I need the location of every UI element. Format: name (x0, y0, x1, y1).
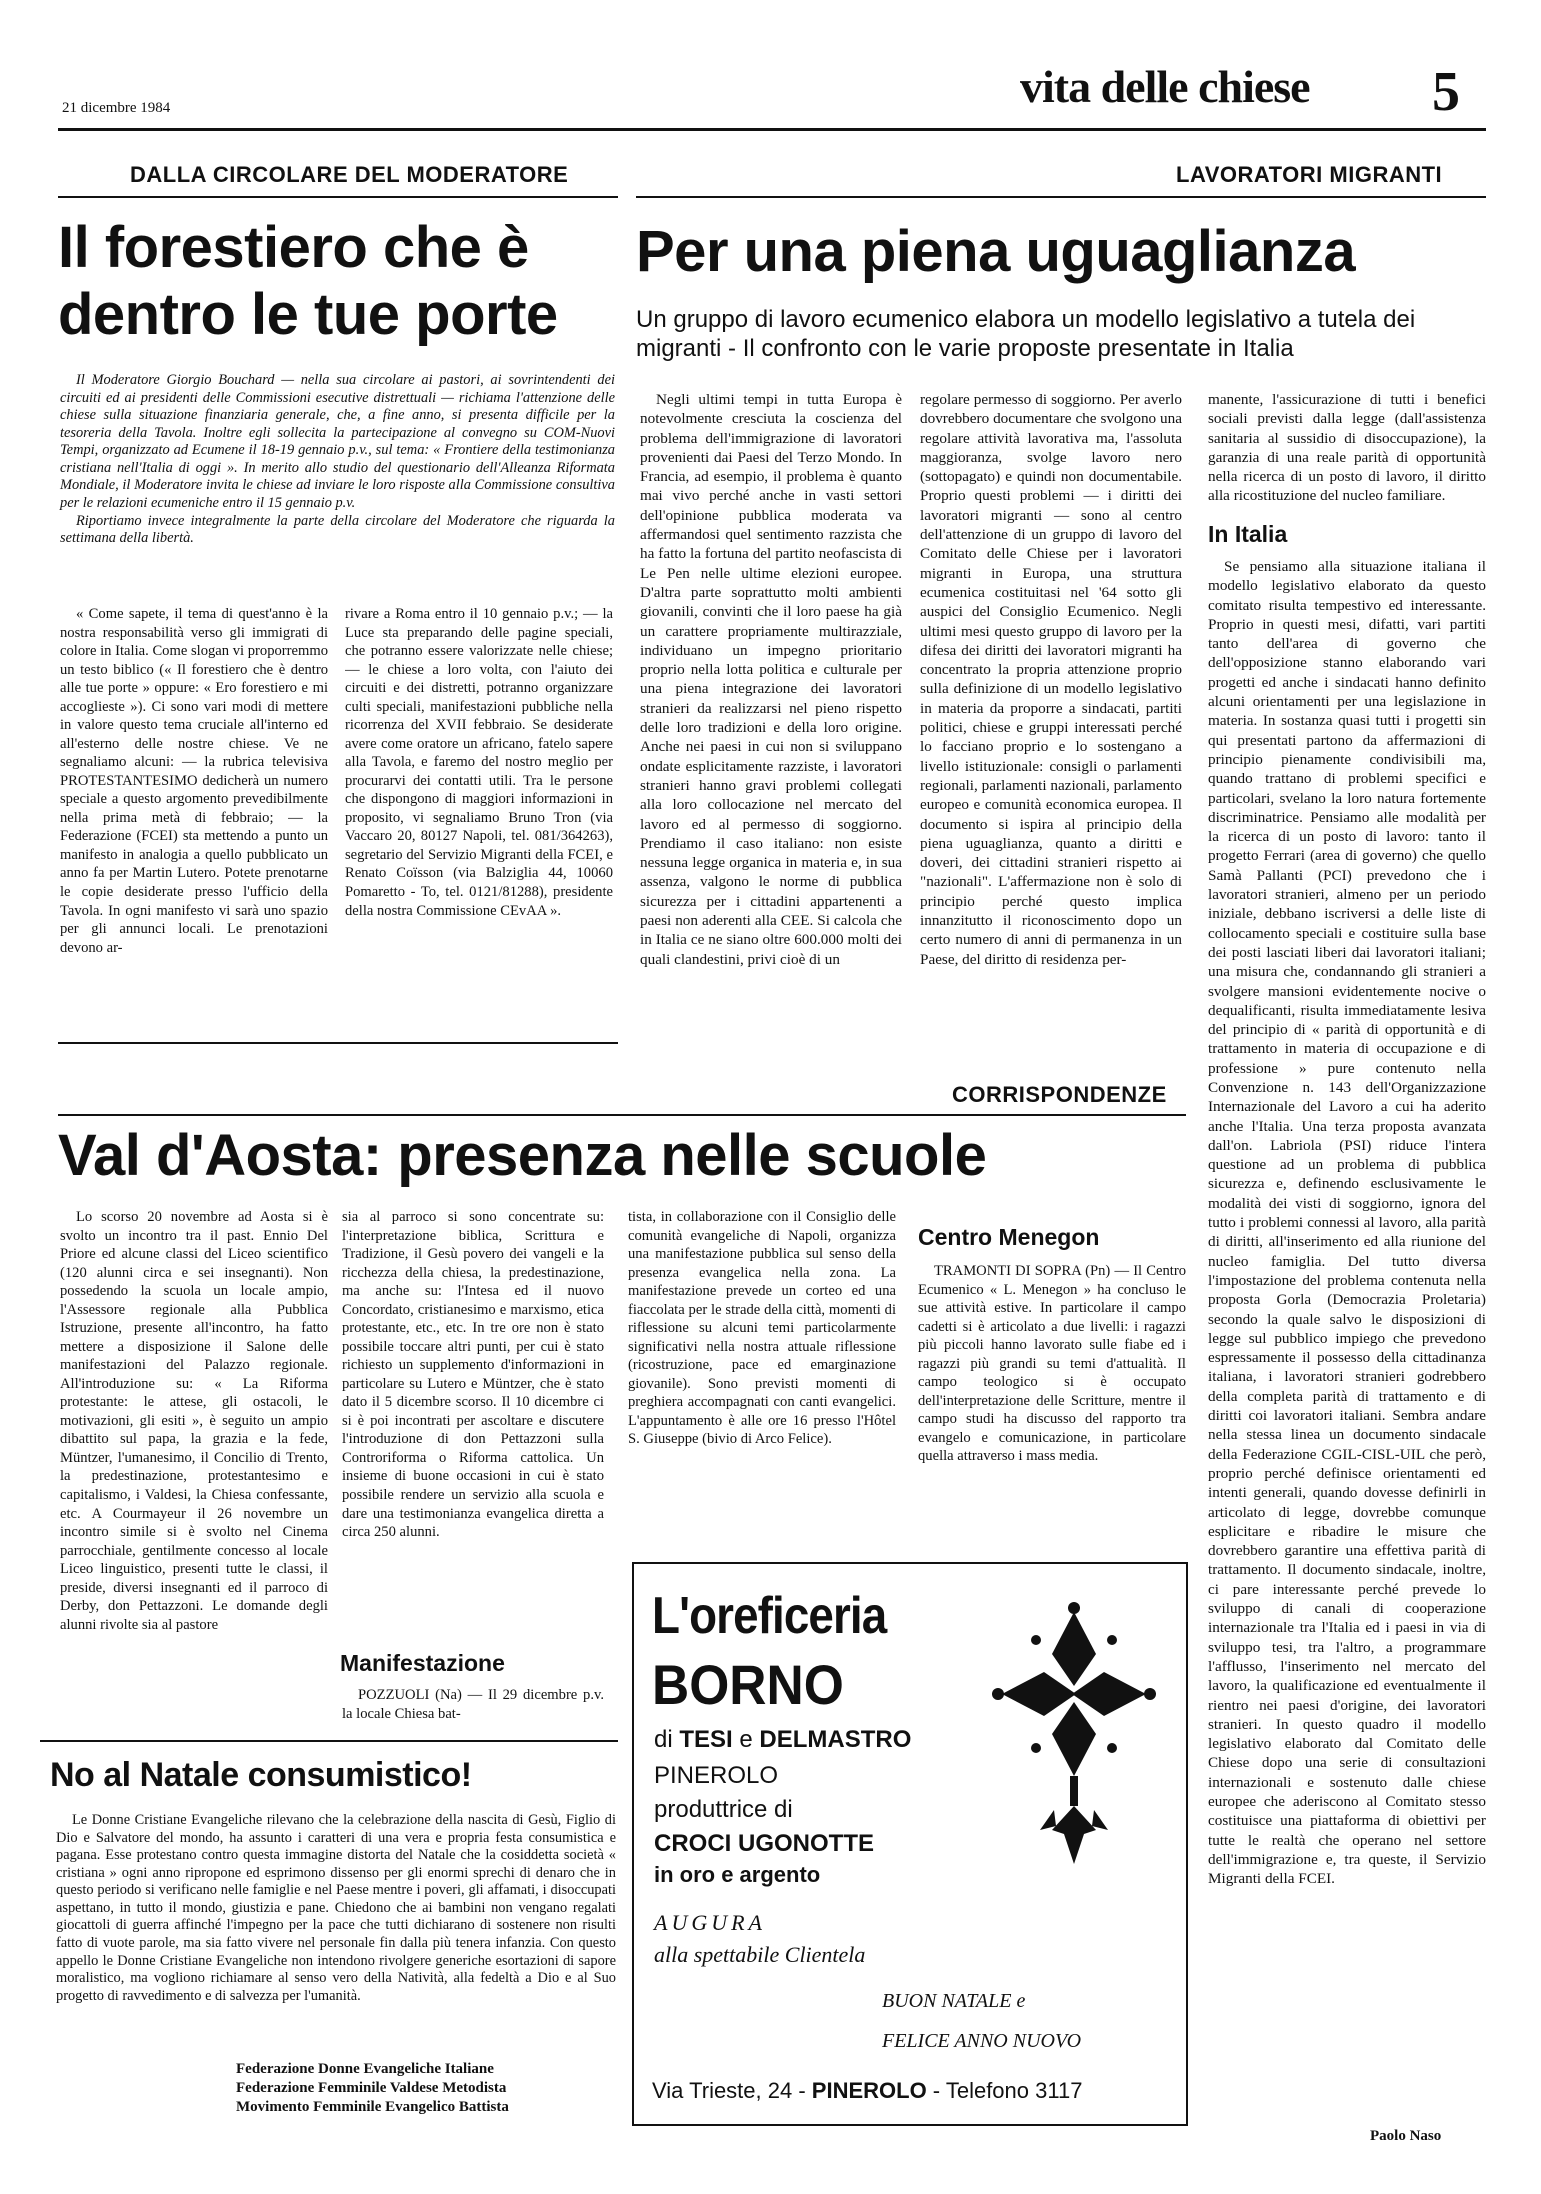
ad-di: di (654, 1726, 680, 1753)
aosta-col1 (60, 1208, 328, 1688)
natale-sig-1: Federazione Donne Evangeliche Italiane (236, 2061, 494, 2077)
issue-date: 21 dicembre 1984 (62, 100, 171, 116)
migranti-col2-text: regolare permesso di soggiorno. Per averlo dovrebbero documentare che svolgono una regolare attività lavorativa ma, l'assoluta maggioranza, svolge lavoro nero (sottopagato) e quindi non documentabile. Proprio questi problemi — i diritti dei lavoratori migranti — sono al centro dell'attenzione di un gruppo di lavoro del Comitato delle Chiese per i lavoratori migranti in Europa, una struttura ecumenica costituitasi nel '64 sotto gli auspici del Consiglio Ecumenico. Negli ultimi mesi questo gruppo di lavoro per la difesa dei diritti dei lavoratori migranti ha concentrato la propria attenzione proprio sulla definizione di un modello legislativo in materia da proporre a sindacati, partiti politici, chiese e gruppi interessati perché lo facciano proprio e lo sostengano a livello istituzionale: consigli o parlamenti regionali, parlamenti nazionali, parlamento europeo e comunità economica europea. Il documento si ispira al principio della piena uguaglianza, quanto a diritti e doveri, dei cittadini stranieri rispetto ai "nazionali". L'affermazione non è solo di principio perché questo implica innanzitutto il riconoscimento dopo un certo numero di anni di permanenza in un Paese, del diritto di residenza per- (920, 391, 1182, 968)
forestiero-col1-text: « Come sapete, il tema di quest'anno è la nostra responsabilità verso gli immigrati di colore in Italia. Come slogan vi proporremmo un testo biblico (« Il forestiero che è dentro alle tue porte » oppure: « Ero forestiero e mi accoglieste »). Ci sono vari modi di mettere in valore questo tema cruciale all'interno ed all'esterno delle nostre chiese. Ve ne segnaliamo alcuni: — la rubrica televisiva PROTESTANTESIMO dedicherà un numero speciale a questo argomento prevedibilmente nella prima metà di febbraio; — la Federazione (FCEI) sta mettendo a punto un manifesto in analogia a quello pubblicato un anno fa per Martin Lutero. Potete prenotarne le copie desiderate presso l'ufficio della Tavola. In ogni manifesto vi sarà uno spazio per gli annunci locali. Le prenotazioni devono ar- (60, 606, 328, 956)
aosta-col3-text: tista, in collaborazione con il Consiglio delle comunità evangeliche di Napoli, organizza una manifestazione pubblica sul senso della presenza evangelica nella zona. La manifestazione prevede un corteo ed una fiaccolata per le strade della città, momenti di riflessione su alcuni temi particolarmente significativi nella nostra attuale riflessione (ricostruzione, pace ed emarginazione giovanile). Sono previsti momenti di preghiera accompagnati con canti evangelici. L'appuntamento è alle ore 16 presso l'Hôtel S. Giuseppe (bivio di Arco Felice). (628, 1209, 896, 1448)
ad-addr-street: Via Trieste, 24 - (652, 2078, 812, 2103)
ad-addr-city: PINEROLO (811, 2078, 927, 2103)
aosta-col2 (342, 1208, 604, 1648)
manifestazione-start-text: POZZUOLI (Na) — Il 29 dicembre p.v. la locale Chiesa bat- (342, 1687, 604, 1722)
natale-sig-2: Federazione Femminile Valdese Metodista (236, 2079, 507, 2096)
ad-pinerolo: PINEROLO (654, 1762, 779, 1789)
ad-oro: in oro e argento (654, 1862, 821, 1887)
article-signature: Paolo Naso (1370, 2128, 1442, 2144)
natale-sig-3: Movimento Femminile Evangelico Battista (236, 2098, 509, 2115)
ad-address (652, 2078, 1082, 2104)
ad-e: e (732, 1726, 760, 1753)
menegon-subhead: Centro Menegon (918, 1224, 1100, 1250)
forestiero-intro (60, 372, 615, 548)
manifestazione-start (342, 1686, 604, 1723)
natale-signatures (236, 2060, 509, 2116)
page-number: 5 (1432, 61, 1460, 123)
kicker-rule-right (636, 196, 1486, 198)
natale-body-text: Le Donne Cristiane Evangeliche rilevano che la celebrazione della nascita di Gesù, Figlio di Dio e Salvatore del mondo, ha assunto i caratteri di una vera e propria festa consumistica e pagana. Esse protestano contro questa immagine distorta del Natale che la cosiddetta società « cristiana » ogni anno ripropone ed esprimono dissenso per gli enormi sprechi di denaro che in questo periodo si verificano nelle famiglie e nel Paese mentre i poveri, gli affamati, i disoccupati aspettano, in tutto il mondo, giustizia e pane. Chiedono che ai bambini non vengano regalati giocattoli di guerra affinché l'impegno per la pace che tutti dichiarano di sostenere non risulti fatto di vuote parole, ma sia fatto vivere nel personale fin dalla più tenera infanzia. Con questo appello le Donne Cristiane Evangeliche non intendono rivolgere generiche esortazioni di sapore moralistico, ma vogliono richiamare al senso vero della Natività, alla fedeltà a Dio e al Suo progetto di ravvedimento e di salvezza per l'umanità. (56, 1812, 616, 2004)
ad-produttrice: produttrice di (654, 1796, 793, 1823)
forestiero-col2-text: rivare a Roma entro il 10 gennaio p.v.; — la Luce sta preparando delle pagine speciali, che potranno essere valorizzate nelle chiese; — le chiese a loro volta, con l'aiuto dei circuiti e dei distretti, potranno organizzare culti speciali, manifestazioni pubbliche nella ricorrenza del XVII febbraio. Se desiderate avere come oratore un africano, fatelo sapere alla Tavola, e faremo del nostro meglio per procurarvi dei contatti utili. Tra le persone che dispongono di maggiori informazioni in proposito, vi segnaliamo Bruno Tron (via Vaccaro 20, 80127 Napoli, tel. 081/364263), segretario del Servizio Migranti della FCEI, e Renato Coïsson (via Balziglia 44, 10060 Pomaretto - To, tel. 0121/81288), presidente della nostra Commissione CEvAA ». (345, 606, 613, 919)
forestiero-bottom-rule (58, 1042, 618, 1044)
aosta-col4-text: TRAMONTI DI SOPRA (Pn) — Il Centro Ecumenico « L. Menegon » ha concluso le sue attività estive. In particolare il campo cadetti si è articolato a due livelli: i ragazzi più piccoli hanno lavorato sulle fiabe ed i ragazzi più grandi su temi d'attualità. Il campo teologico si è occupato dell'interpretazione delle Scritture, mentre il campo studi ha discusso del rapporto tra evangelo e comunicazione, in particolare quella attraverso i mass media. (918, 1263, 1186, 1465)
migranti-col1 (640, 390, 902, 1030)
migranti-col2 (920, 390, 1182, 1030)
manifestazione-subhead: Manifestazione (340, 1650, 505, 1676)
migranti-deck: Un gruppo di lavoro ecumenico elabora un modello legislativo a tutela dei migranti - Il confronto con le varie proposte presentate in Italia (636, 306, 1416, 363)
ad-felice-anno: FELICE ANNO NUOVO (882, 2030, 1082, 2052)
natale-body (56, 1812, 616, 2005)
ad-tesi: TESI (679, 1726, 733, 1753)
huguenot-cross-icon (984, 1594, 1164, 1874)
ad-line-borno: BORNO (652, 1653, 844, 1716)
migranti-col3b-text: Se pensiamo alla situazione italiana il modello legislativo elaborato da questo comitato risulta tempestivo ed interessante. Proprio in questi mesi, difatti, vari partiti tanto dell'area di governo che dell'opposizione stanno elaborando vari progetti ed anche i sindacati hanno definito alcuni orientamenti per una legislazione in materia. In sostanza quasi tutti i progetti sin qui presentati partono da affermazioni di principio pienamente condivisibili ma, quando trattano di problemi specifici e particolari, svelano la loro natura fortemente discriminatrice. Pensiamo alle modalità per la ricerca di un posto di lavoro: tanto il progetto Ferrari (area di governo) che quello Samà Pallanti (PCI) prevedono che i lavoratori stranieri, almeno per un periodo iniziale, debbano iscriversi a delle liste di collocamento speciali e costituire sulla base dei posti lasciati liberi dai lavoratori italiani; una misura che, condannando gli stranieri a svolgere mansioni evidentemente nocive o dequalificanti, risulta immediatamente lesiva del principio di « parità di opportunità e di trattamento in materia di occupazione e di professione » pure contenuto nella Convenzione n. 143 dell'Organizzazione Internazionale del Lavoro a cui ha aderito anche l'Italia. Una terza proposta avanzata dall'on. Labriola (PSI) riduce l'intera questione ad un problema di pubblica sicurezza e, definendo esclusivamente le modalità dei visti di soggiorno, ignora del tutto i problemi connessi al lavoro, alla parità di diritti, all'inserimento ed alla riunione del nucleo famiglia. Del tutto diversa l'impostazione del problema contenuta nella proposta Gorla (Democrazia Proletaria) secondo la quale salvo le disposizioni di legge sul pubblico impiego che prevedono espressamente il possesso della cittadinanza italiana, i lavoratori stranieri godrebbero della completa parità di trattamento e di diritti coi lavoratori italiani. Sembra andare nella stessa linea un documento sindacale della Federazione CGIL-CISL-UIL che però, proprio perché definisce orientamenti ed intenti generali, quando dovesse definirli in articolato di legge, dovrebbe comunque esplicitare e ribadire le misure che dovrebbero garantire una effettiva parità di trattamento. Il documento sindacale, inoltre, ci pare interessante perché prevede lo sviluppo di canali di cooperazione internazionale tra l'Italia ed i paesi in via di sviluppo tesi, tra l'altro, a programmare l'afflusso, l'inserimento nel mercato del lavoro, la qualificazione ed eventualmente il rientro nei paesi d'origine, dei lavoratori stranieri. In questo quadro il modello legislativo elaborato dal Comitato delle Chiese dopo una serie di consultazioni internazionali e sostenuto dalle chiese europee che aderiscono al Comitato stesso costituisce una piattaforma di obiettivi per tutte le realtà che operano nel settore dell'immigrazione e, tra queste, il Servizio Migranti della FCEI. (1208, 557, 1486, 1888)
masthead: vita delle chiese (1020, 61, 1310, 112)
ad-clientela: alla spettabile Clientela (654, 1942, 866, 1967)
ad-croci: CROCI UGONOTTE (654, 1830, 874, 1857)
header-rule (58, 128, 1486, 131)
forestiero-title-line2: dentro le tue porte (58, 281, 558, 347)
natale-title: No al Natale consumistico! (50, 1756, 472, 1794)
forestiero-title (58, 215, 638, 347)
oreficeria-ad (632, 1562, 1188, 2126)
forestiero-kicker: DALLA CIRCOLARE DEL MODERATORE (130, 162, 569, 187)
migranti-kicker: LAVORATORI MIGRANTI (1176, 162, 1443, 187)
ad-augura: AUGURA (654, 1910, 766, 1935)
migranti-col3 (1208, 390, 1486, 2102)
corrispondenze-rule (58, 1114, 1186, 1116)
corrispondenze-kicker: CORRISPONDENZE (952, 1082, 1167, 1107)
intro-p1: Il Moderatore Giorgio Bouchard — nella sua circolare ai pastori, ai sovrintendenti dei circuiti ed ai presidenti delle Commissioni esecutive distrettuali — richiama l'attenzione delle chiese sulla situazione finanziaria generale, che, a fine anno, si presenta difficile per la tesoreria della Tavola. Inoltre egli sollecita la partecipazione al convegno su COM-Nuovi Tempi, organizzato ad Ecumene il 18-19 gennaio p.v., sul tema: « Frontiere della testimonianza cristiana nell'Italia di oggi ». In merito allo studio del questionario dell'Alleanza Riformata Mondiale, il Moderatore invita le chiese ad inviare le loro risposte alla Commissione consultiva per le relazioni ecumeniche entro il 15 gennaio p.v. (60, 372, 615, 511)
aosta-col1-text: Lo scorso 20 novembre ad Aosta si è svolto un incontro tra il past. Ennio Del Priore ed alcune classi del Liceo scientifico (120 alunni circa e sei insegnanti). Non possedendo la scuola un locale ampio, l'Assessore regionale alla Pubblica Istruzione, presente all'incontro, ha fatto mettere a disposizione il Salone delle manifestazioni del Palazzo regionale. All'introduzione su: « La Riforma protestante: le attese, gli ostacoli, le motivazioni, gli esiti », è seguito un ampio dibattito sul papa, la grazia e la fede, Müntzer, l'umanesimo, il Concilio di Trento, la predestinazione, protestantesimo e capitalismo, i Valdesi, la Chiesa confessante, etc. A Courmayeur il 26 novembre un incontro simile si è svolto nel Cinema parrocchiale, gentilmente concesso al locale Liceo linguistico, presenti tutte le classi, il preside, diversi insegnanti ed il parroco di Derby, don Pettazzoni. Le domande degli alunni rivolte sia al pastore (60, 1209, 328, 1633)
aosta-title: Val d'Aosta: presenza nelle scuole (58, 1123, 987, 1188)
ad-addr-phone: - Telefono 3117 (926, 2078, 1083, 2103)
forestiero-col2 (345, 605, 613, 1030)
aosta-col4 (918, 1262, 1186, 1542)
intro-p2: Riportiamo invece integralmente la parte della circolare del Moderatore che riguarda la settimana della libertà. (60, 512, 615, 547)
forestiero-title-line1: Il forestiero che è (58, 215, 529, 280)
in-italia-subhead: In Italia (1208, 520, 1288, 547)
natale-top-rule (40, 1740, 618, 1742)
migranti-title: Per una piena uguaglianza (636, 219, 1356, 284)
forestiero-col1 (60, 605, 328, 1030)
kicker-rule-left (58, 196, 618, 198)
migranti-col3a-text: manente, l'assicurazione di tutti i benefici sociali previsti dalla legge (dall'assistenza sanitaria al sussidio di disoccupazione), la garanzia di una reale parità di opportunità nella ricerca di un posto di lavoro, il diritto alla ricostituzione del nucleo familiare. (1208, 391, 1486, 505)
aosta-col2-text: sia al parroco si sono concentrate su: l'interpretazione biblica, Scrittura e Tradizione, il Gesù povero dei vangeli e la ricchezza della chiesa, la predestinazione, ma anche su: l'Intesa ed il nuovo Concordato, cristianesimo e marxismo, etica protestante, etc., etc. In tre ore non è stato possibile toccare altri punti, per cui è stato richiesto un supplemento d'informazioni in particolare su Lutero e Müntzer, che è stato dato il 5 dicembre scorso. Il 10 dicembre ci si è poi incontrati per ascoltare e discutere l'introduzione di don Pettazzoni sulla Controriforma o Riforma cattolica. Un insieme di buone occasioni in cui è stato possibile rendere un servizio alla scuola e dare una testimonianza evangelica diretta a circa 250 alunni. (342, 1209, 604, 1541)
ad-line-oreficeria: L'oreficeria (652, 1587, 887, 1645)
migranti-col1-text: Negli ultimi tempi in tutta Europa è notevolmente cresciuta la coscienza del problema dell'immigrazione di lavoratori provenienti dai Paesi del Terzo Mondo. In Francia, ad esempio, il problema è quanto mai vivo perché anche in vasti settori dell'opinione pubblica moderata va affermandosi quel sentimento razzista che ha fatto la fortuna del partito neofascista di Le Pen nelle ultime elezioni europee. D'altra parte soprattutto molti ambienti giovanili, convinti che il loro paese ha già un carattere propriamente multirazziale, individuano un impegno prioritario proprio nella lotta politica e culturale per una piena integrazione dei lavoratori stranieri da realizzarsi nel pieno rispetto delle loro tradizioni e della loro origine. Anche nei paesi in cui non si sviluppano ondate esplicitamente razziste, i lavoratori stranieri hanno gravi problemi collegati alla loro collocazione nel mercato del lavoro ed al permesso di soggiorno. Prendiamo il caso italiano: non esiste nessuna legge organica in materia e, in sua assenza, valgono le norme di pubblica sicurezza per i cittadini appartenenti a paesi non aderenti alla CEE. Si calcola che in Italia ce ne siano oltre 600.000 molti dei quali clandestini, privi cioè di un (640, 391, 902, 968)
ad-buon-natale: BUON NATALE e (882, 1990, 1026, 2012)
ad-delmastro: DELMASTRO (759, 1726, 912, 1753)
aosta-col3 (628, 1208, 896, 1538)
ad-line-tesi (654, 1726, 911, 1754)
